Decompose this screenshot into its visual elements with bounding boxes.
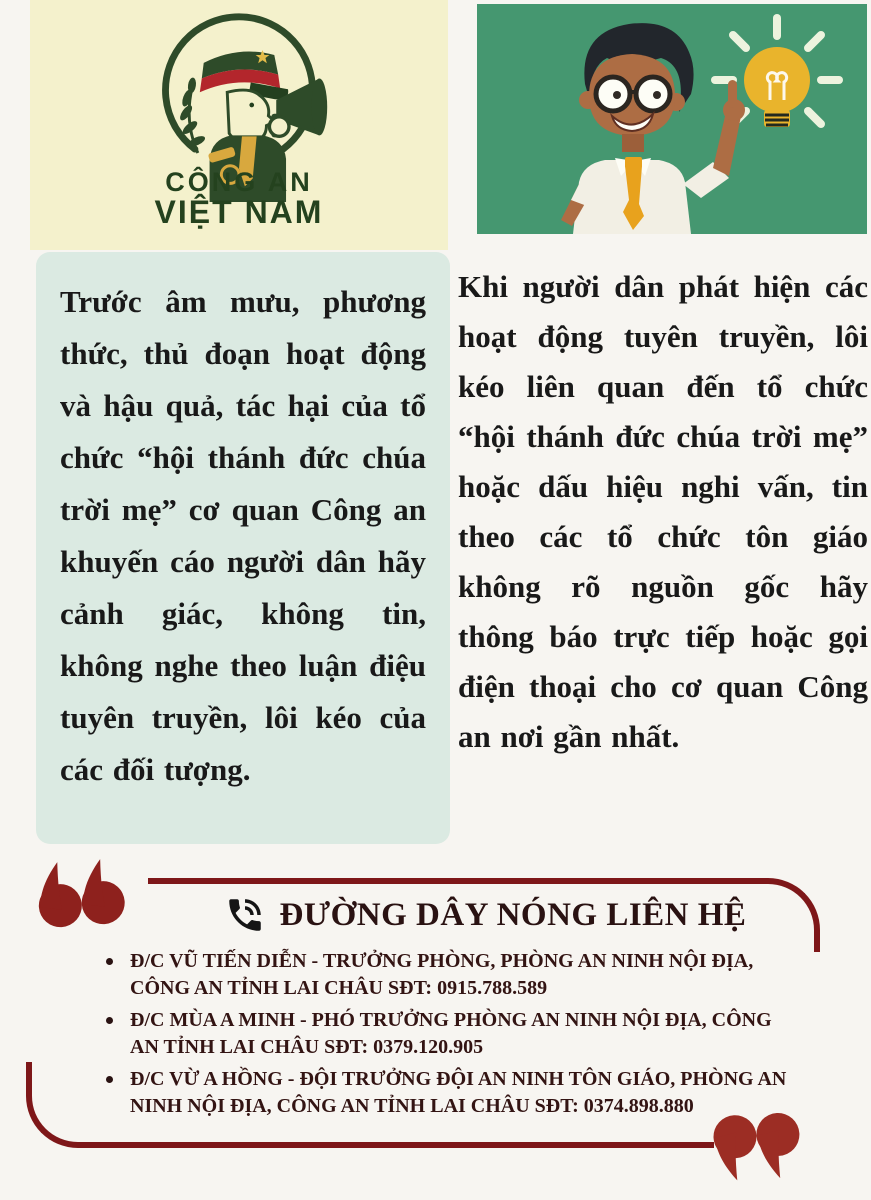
close-quotes-icon: [710, 1095, 819, 1198]
logo-text-line1: CÔNG AN: [165, 167, 313, 197]
contact-text: Đ/C VŨ TIẾN DIỄN - TRƯỞNG PHÒNG, PHÒNG AN NINH NỘI ĐỊA, CÔNG AN TỈNH LAI CHÂU SĐT: 0915.788.589: [130, 950, 754, 999]
hotline-title: ĐƯỜNG DÂY NÓNG LIÊN HỆ: [279, 896, 747, 933]
logo-text-line2: VIỆT NAM: [154, 194, 324, 231]
bullet-dot: [106, 1017, 113, 1024]
advisory-column-right: [458, 262, 868, 852]
hotline-header: [150, 892, 820, 938]
advisory-text-right: Khi người dân phát hiện các hoạt động tuyên truyền, lôi kéo liên quan đến tổ chức “hội thánh đức chúa trời mẹ” hoặc dấu hiệu nghi vấn, tin theo các tổ chức tôn giáo không rõ nguồn gốc hãy thông báo trực tiếp hoặc gọi điện thoại cho cơ quan Công an nơi gần nhất.: [458, 269, 868, 754]
illustration-card: [477, 4, 867, 234]
logo-wordmark: [155, 168, 324, 229]
phone-ringing-icon: [224, 894, 266, 936]
contact-text: Đ/C MÙA A MINH - PHÓ TRƯỞNG PHÒNG AN NINH NỘI ĐỊA, CÔNG AN TỈNH LAI CHÂU SĐT: 0379.120.905: [130, 1009, 772, 1058]
hotline-contact-list: [100, 948, 800, 1125]
contact-item: [100, 948, 800, 1001]
advisory-panel-left: [36, 252, 450, 844]
logo-card: [30, 0, 448, 250]
contact-item: [100, 1007, 800, 1060]
bullet-dot: [106, 958, 113, 965]
contact-text: Đ/C VỪ A HỒNG - ĐỘI TRƯỞNG ĐỘI AN NINH TÔN GIÁO, PHÒNG AN NINH NỘI ĐỊA, CÔNG AN TỈNH LAI CHÂU SĐT: 0374.898.880: [130, 1068, 787, 1117]
advisory-text-left: Trước âm mưu, phương thức, thủ đoạn hoạt động và hậu quả, tác hại của tổ chức “hội thánh đức chúa trời mẹ” cơ quan Công an khuyến cáo người dân hãy cảnh giác, không tin, không nghe theo luận điệu tuyên truyền, lôi kéo của các đối tượng.: [60, 284, 426, 787]
bullet-dot: [106, 1076, 113, 1083]
contact-item: [100, 1066, 800, 1119]
man-idea-lightbulb-icon: [477, 4, 867, 234]
open-quotes-icon: [33, 841, 144, 946]
